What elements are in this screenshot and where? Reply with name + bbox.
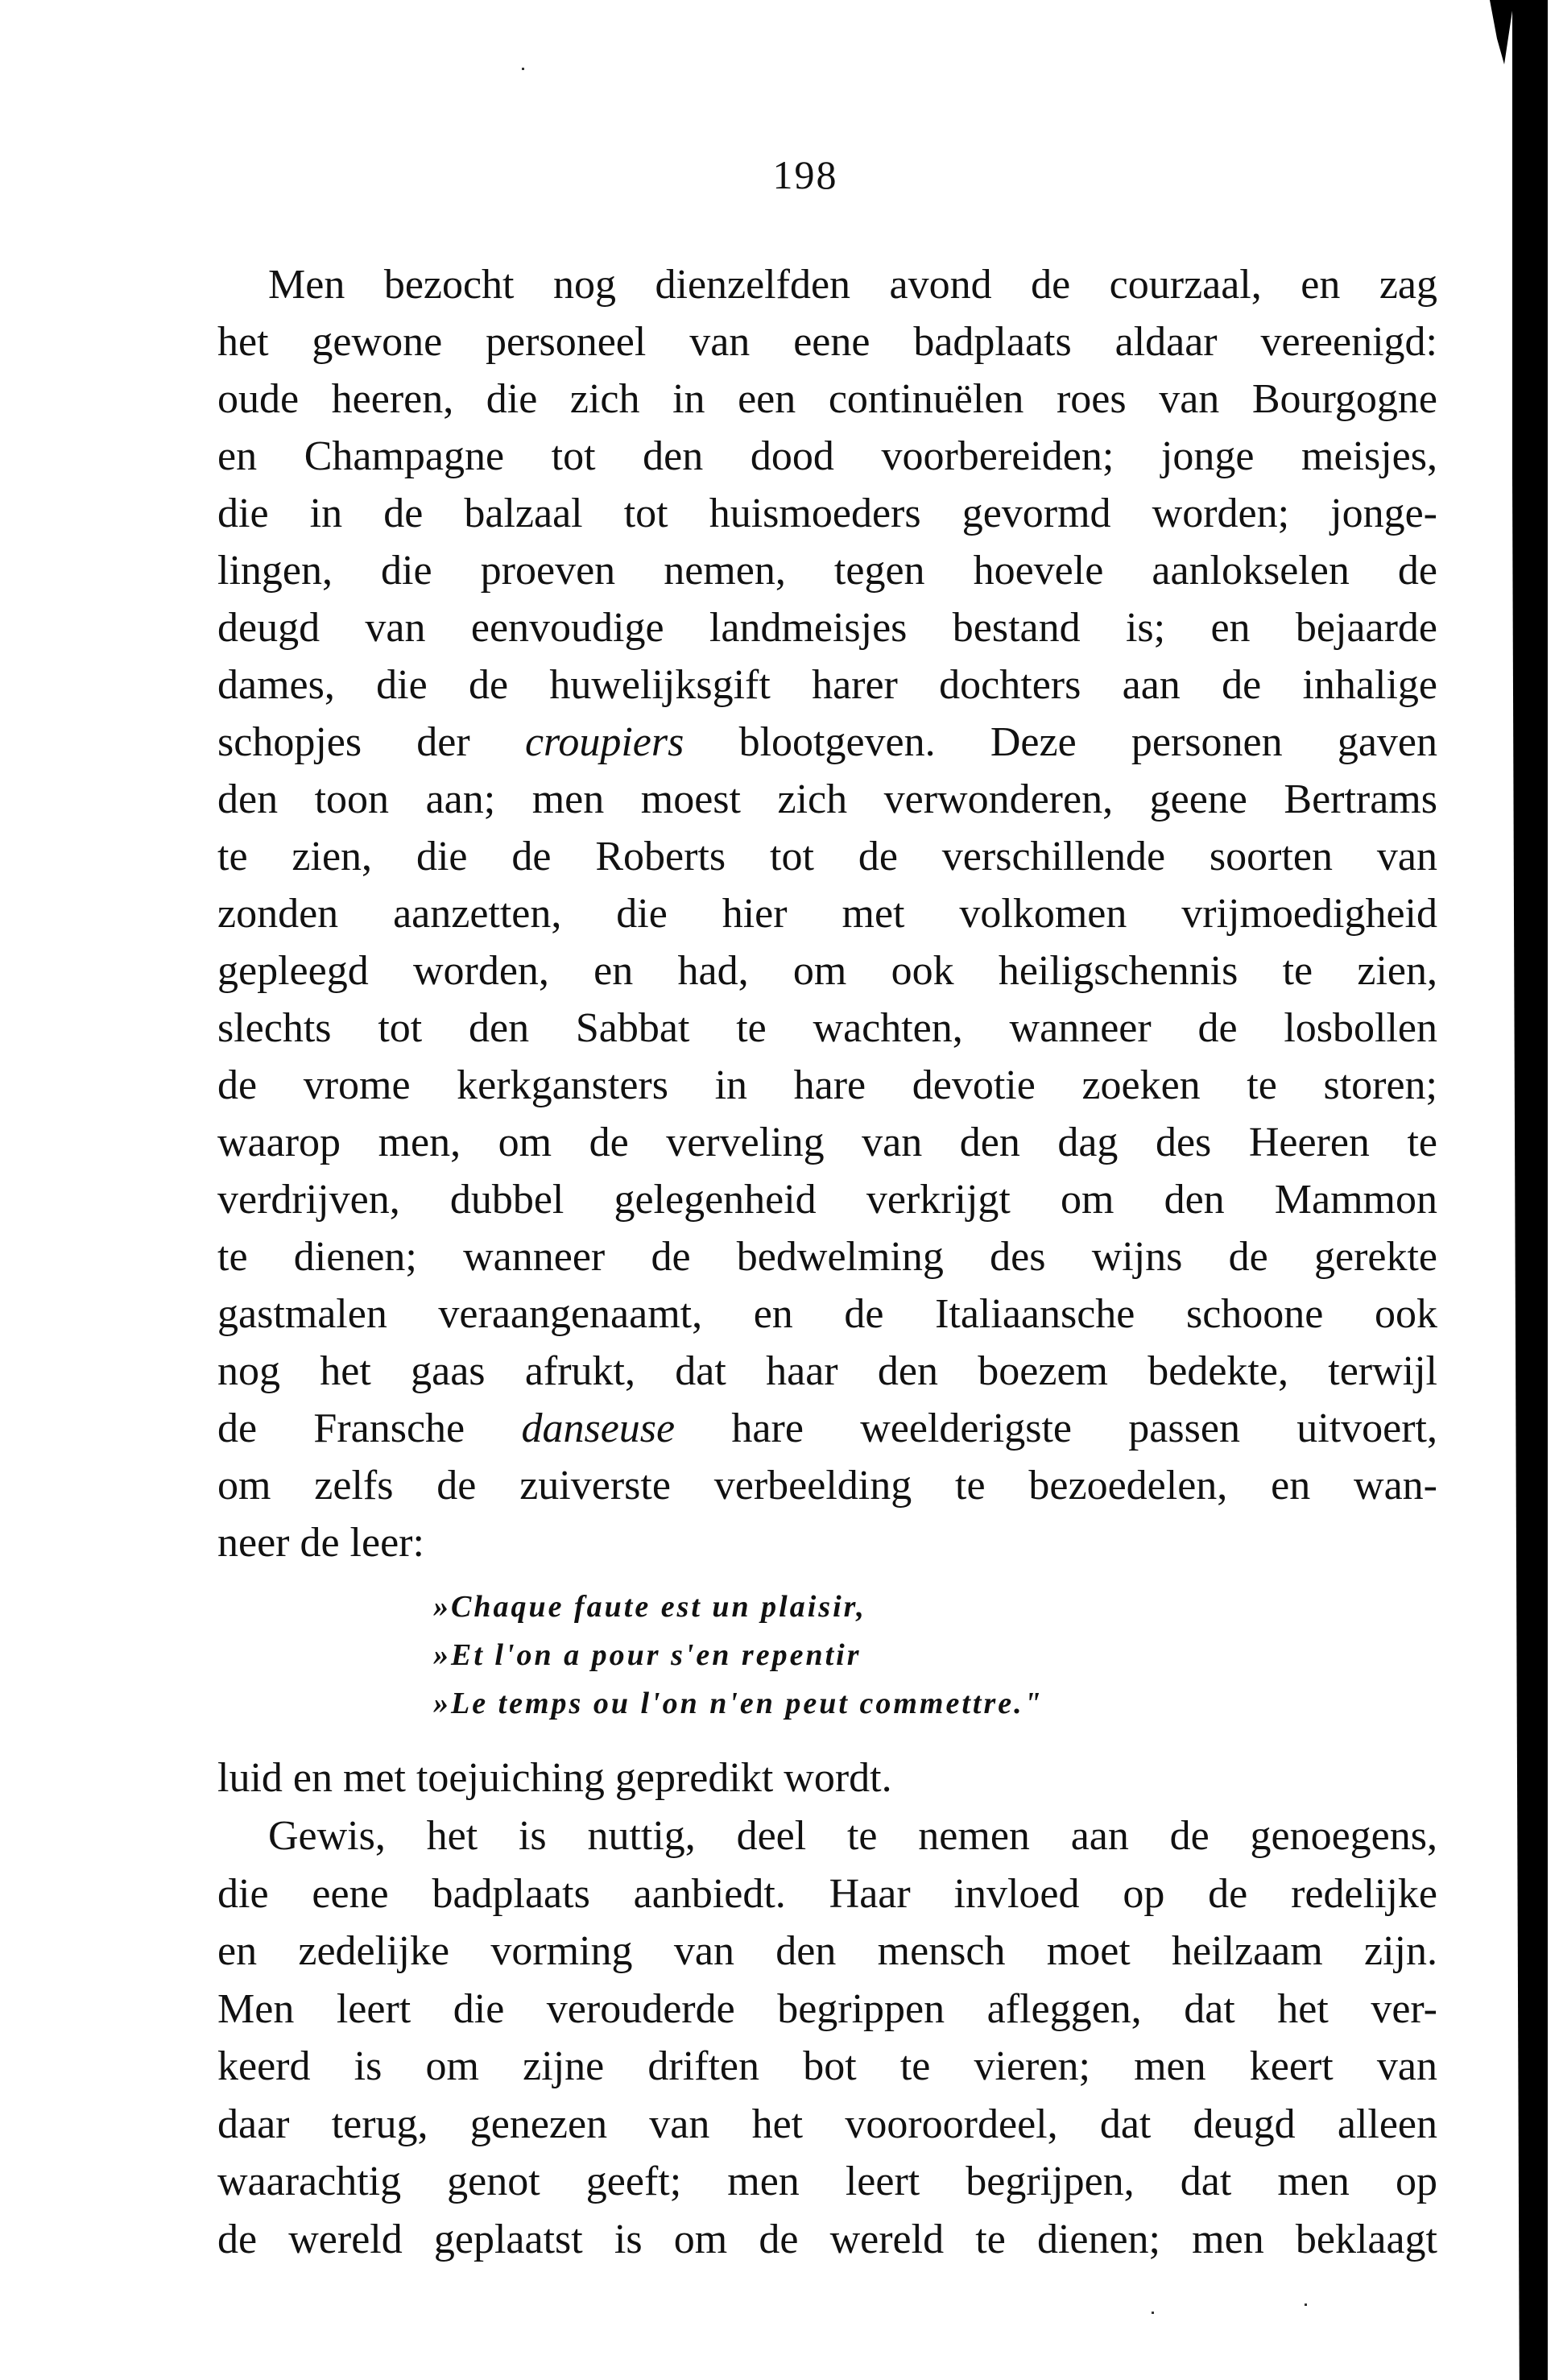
text-run: verdrijven, dubbel gelegenheid verkrijgt om den Mammon [217,1177,1437,1223]
text-line [217,771,1437,828]
text-run: lingen, die proeven nemen, tegen hoevele aanlokselen de [217,548,1437,594]
text-run: te dienen; wanneer de bedwelming des wijns de gerekte [217,1234,1437,1280]
text-line [217,256,1437,313]
text-line: waarachtig genot geeft; men leert begrijpen, dat men op [217,2159,1437,2204]
text-run: waarop men, om de verveling van den dag des Heeren te [217,1120,1437,1165]
text-run: de Fransche [217,1405,522,1451]
text-line [217,370,1437,428]
text-run: het gewone personeel van eene badplaats aldaar vereenigd: [217,319,1437,365]
scan-speck [1152,2312,1154,2314]
scan-speck [1305,2303,1307,2306]
text-line [217,1285,1437,1343]
text-line: keerd is om zijne driften bot te vieren; men keert van [217,2043,1437,2089]
scan-binding-edge [1512,0,1548,2380]
text-line [217,1171,1437,1228]
text-run: zonden aanzetten, die hier met volkomen vrijmoedigheid [217,891,1437,937]
text-line: die eene badplaats aanbiedt. Haar invloed op de redelijke [217,1870,1437,1917]
text-run: Men bezocht nog dienzelfden avond de courzaal, en zag [268,262,1437,308]
text-run: gastmalen veraangenaamt, en de Italiaansche schoone ook [217,1291,1437,1337]
text-line [217,1114,1437,1171]
text-run: om zelfs de zuiverste verbeelding te bezoedelen, en wan- [217,1463,1437,1509]
verse-line: »Le temps ou l'on n'en peut commettre." [433,1687,1044,1720]
text-run: te zien, die de Roberts tot de verschillende soorten van [217,834,1437,880]
page-number: 198 [772,152,838,197]
text-run: en Champagne tot den dood voorbereiden; jonge meisjes, [217,433,1437,479]
text-line [217,828,1437,885]
scan-speck [522,68,524,70]
text-run: hare weelderigste passen uitvoert, [675,1405,1438,1451]
italic-term: croupiers [524,719,684,765]
text-line [217,599,1437,656]
text-run: dames, die de huwelijksgift harer dochters aan de inhalige [217,662,1437,708]
text-line [217,1000,1437,1057]
text-run: neer de leer: [217,1520,424,1566]
scan-edge-flake [1490,0,1514,64]
text-run: slechts tot den Sabbat te wachten, wanneer de losbollen [217,1005,1437,1051]
text-line [217,1400,1437,1457]
text-line [217,542,1437,599]
verse-line: »Chaque faute est un plaisir, [433,1590,866,1624]
text-run: gepleegd worden, en had, om ook heiligschennis te zien, [217,948,1437,994]
text-run: nog het gaas afrukt, dat haar den boezem bedekte, terwijl [217,1348,1437,1394]
text-line [217,313,1437,370]
text-line [217,1514,1437,1571]
text-line: en zedelijke vorming van den mensch moet heilzaam zijn. [217,1928,1437,1974]
text-line [217,428,1437,485]
text-line [217,485,1437,542]
text-line-after-verse: luid en met toejuiching gepredikt wordt. [217,1755,892,1801]
text-run: de vrome kerkgansters in hare devotie zoeken te storen; [217,1062,1437,1108]
text-line [217,1057,1437,1114]
text-line [217,942,1437,1000]
text-line [217,885,1437,942]
italic-term: danseuse [521,1405,676,1451]
text-line: Men leert die verouderde begrippen afleggen, dat het ver- [217,1985,1437,2032]
text-line: daar terug, genezen van het vooroordeel, dat deugd alleen [217,2101,1437,2147]
text-run: schopjes der [217,719,525,765]
text-run: blootgeven. Deze personen gaven [684,719,1437,765]
text-line: de wereld geplaatst is om de wereld te dienen; men beklaagt [217,2216,1437,2262]
text-line [217,656,1437,714]
text-run: oude heeren, die zich in een continuëlen roes van Bourgogne [217,376,1437,422]
text-line [217,1343,1437,1400]
verse-line: »Et l'on a pour s'en repentir [433,1638,862,1672]
text-run: den toon aan; men moest zich verwonderen, geene Bertrams [217,776,1437,822]
text-run: die in de balzaal tot huismoeders gevormd worden; jonge- [217,490,1437,536]
text-line: Gewis, het is nuttig, deel te nemen aan de genoegens, [268,1813,1437,1859]
text-line [217,714,1437,771]
text-line [217,1228,1437,1285]
text-run: deugd van eenvoudige landmeisjes bestand is; en bejaarde [217,605,1437,651]
text-line [217,1457,1437,1514]
